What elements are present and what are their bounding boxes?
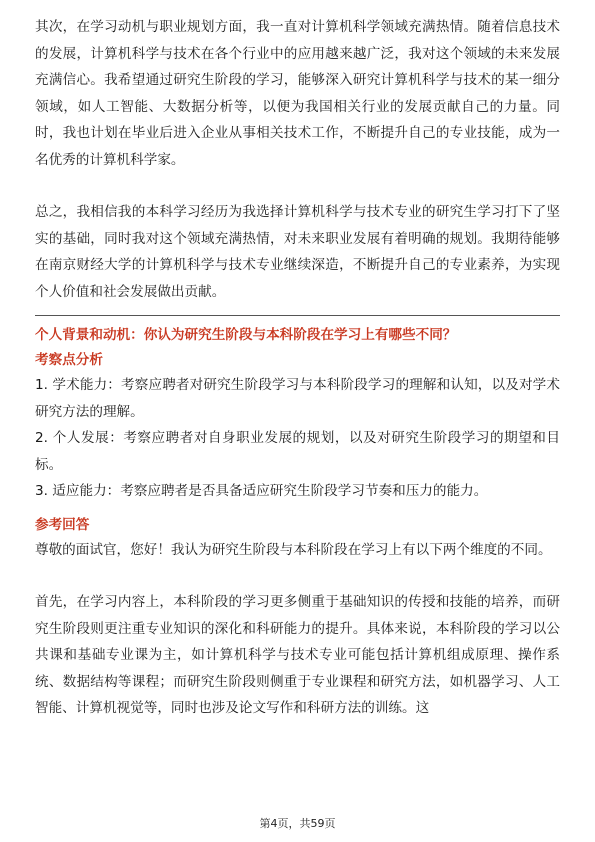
- answer-paragraph: 尊敬的面试官，您好！我认为研究生阶段与本科阶段在学习上有以下两个维度的不同。: [35, 541, 552, 558]
- paragraph-gap: [35, 173, 560, 199]
- section-divider: [35, 315, 560, 316]
- analysis-list: [35, 372, 560, 505]
- answer-paragraph: 首先，在学习内容上，本科阶段的学习更多侧重于基础知识的传授和技能的培养，而研究生阶段则更注重专业知识的深化和科研能力的提升。具体来说，本科阶段的学习以公共课和基础专业课为主，如计算机科学与技术专业可能包括计算机组成原理、操作系统、数据结构等课程；而研究生阶段则侧重于专业课程和研究方法，如机器学习、人工智能、计算机视觉等，同时也涉及论文写作和科研方法的训练。这: [35, 594, 560, 716]
- page-number: 第4页，共59页: [259, 817, 336, 830]
- body-paragraph: 其次，在学习动机与职业规划方面，我一直对计算机科学领域充满热情。随着信息技术的发展，计算机科学与技术在各个行业中的应用越来越广泛，我对这个领域的未来发展充满信心。我希望通过研究生阶段的学习，能够深入研究计算机科学与技术的某一细分领域，如人工智能、大数据分析等，以便为我国相关行业的发展贡献自己的力量。同时，我也计划在毕业后进入企业从事相关技术工作，不断提升自己的专业技能，成为一名优秀的计算机科学家。: [35, 19, 560, 168]
- analysis-heading: 考察点分析: [35, 352, 103, 368]
- analysis-point: 2. 个人发展：考察应聘者对自身职业发展的规划，以及对研究生阶段学习的期望和目标。: [35, 430, 560, 473]
- paragraph-gap: [35, 563, 560, 589]
- analysis-point: 1. 学术能力：考察应聘者对研究生阶段学习与本科阶段学习的理解和认知，以及对学术研究方法的理解。: [35, 377, 560, 420]
- body-paragraph: 总之，我相信我的本科学习经历为我选择计算机科学与技术专业的研究生学习打下了坚实的基础，同时我对这个领域充满热情，对未来职业发展有着明确的规划。我期待能够在南京财经大学的计算机科学与技术专业继续深造，不断提升自己的专业素养，为实现个人价值和社会发展做出贡献。: [35, 204, 560, 300]
- interview-question: 个人背景和动机：你认为研究生阶段与本科阶段在学习上有哪些不同？: [35, 327, 457, 343]
- document-page: [35, 14, 560, 722]
- answer-heading: 参考回答: [35, 516, 90, 533]
- analysis-point: 3. 适应能力：考察应聘者是否具备适应研究生阶段学习节奏和压力的能力。: [35, 483, 488, 499]
